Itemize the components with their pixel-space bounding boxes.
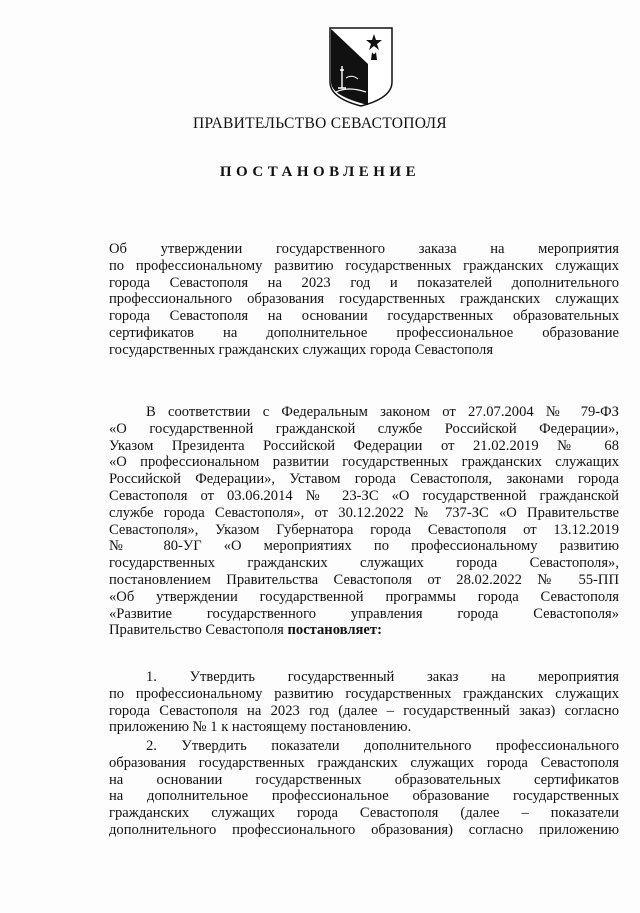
- subject-line: сертификатов на дополнительное профессиональное образование: [109, 324, 619, 341]
- preamble-block: [109, 404, 619, 639]
- item-2-line: на дополнительное профессиональное образование государственных: [109, 788, 619, 805]
- preamble-line: постановлением Правительства Севастополя от 28.02.2022 № 55-ПП: [109, 571, 619, 588]
- subject-block: [109, 241, 619, 359]
- preamble-line: Севастополя», Указом Губернатора города Севастополя от 13.12.2019: [109, 521, 619, 538]
- item-2-line: гражданских служащих города Севастополя (далее – показатели: [109, 805, 619, 822]
- preamble-line: В соответствии с Федеральным законом от 27.07.2004 № 79-ФЗ: [146, 404, 619, 420]
- item-2-line: образования государственных гражданских служащих города Севастополя: [109, 754, 619, 771]
- item-2-line: 2. Утвердить показатели дополнительного профессионального: [146, 738, 619, 754]
- subject-line: по профессиональному развитию государственных гражданских служащих: [109, 257, 619, 274]
- preamble-line: «Развитие государственного управления города Севастополя»: [109, 605, 619, 622]
- preamble-line: Российской Федерации», Уставом города Севастополя, законами города: [109, 471, 619, 488]
- item-1: [109, 669, 619, 736]
- subject-line: города Севастополя на 2023 год и показателей дополнительного: [109, 274, 619, 291]
- subject-line: государственных гражданских служащих города Севастополя: [109, 341, 494, 358]
- preamble-final-text: Правительство Севастополя: [109, 622, 288, 639]
- subject-line: города Севастополя на основании государственных образовательных: [109, 308, 619, 325]
- preamble-final-line: [109, 622, 619, 639]
- item-1-line: города Севастополя на 2023 год (далее – государственный заказ) согласно: [109, 702, 619, 719]
- preamble-line: «Об утверждении государственной программы города Севастополя: [109, 588, 619, 605]
- preamble-line: Севастополя от 03.06.2014 № 23-ЗС «О государственной гражданской: [109, 487, 619, 504]
- subject-line: Об утверждении государственного заказа на мероприятия: [109, 241, 619, 257]
- preamble-line: Указом Президента Российской Федерации от 21.02.2019 № 68: [109, 437, 619, 454]
- preamble-line: «О профессиональном развитии государственных гражданских служащих: [109, 454, 619, 471]
- item-1-line: приложению № 1 к настоящему постановлению.: [109, 719, 412, 736]
- item-2-line: на основании государственных образовательных сертификатов: [109, 771, 619, 788]
- preamble-line: службе города Севастополя», от 30.12.2022 № 737-ЗС «О Правительстве: [109, 504, 619, 521]
- item-2: [109, 738, 619, 839]
- item-1-line: 1. Утвердить государственный заказ на мероприятия: [146, 669, 619, 685]
- item-1-line: по профессиональному развитию государственных гражданских служащих: [109, 685, 619, 702]
- preamble-line: «О государственной гражданской службе Российской Федерации»,: [109, 420, 619, 437]
- government-title: ПРАВИТЕЛЬСТВО СЕВАСТОПОЛЯ: [193, 115, 447, 132]
- decree-verb: постановляет:: [287, 622, 382, 639]
- preamble-line: № 80-УГ «О мероприятиях по профессиональному развитию: [109, 538, 619, 555]
- item-2-line: дополнительного профессионального образования) согласно приложению: [109, 821, 619, 838]
- document-type: ПОСТАНОВЛЕНИЕ: [219, 164, 421, 180]
- preamble-line: государственных гражданских служащих города Севастополя»,: [109, 555, 619, 572]
- sevastopol-coat-of-arms-icon: [328, 26, 394, 108]
- subject-line: профессионального образования государственных гражданских служащих: [109, 291, 619, 308]
